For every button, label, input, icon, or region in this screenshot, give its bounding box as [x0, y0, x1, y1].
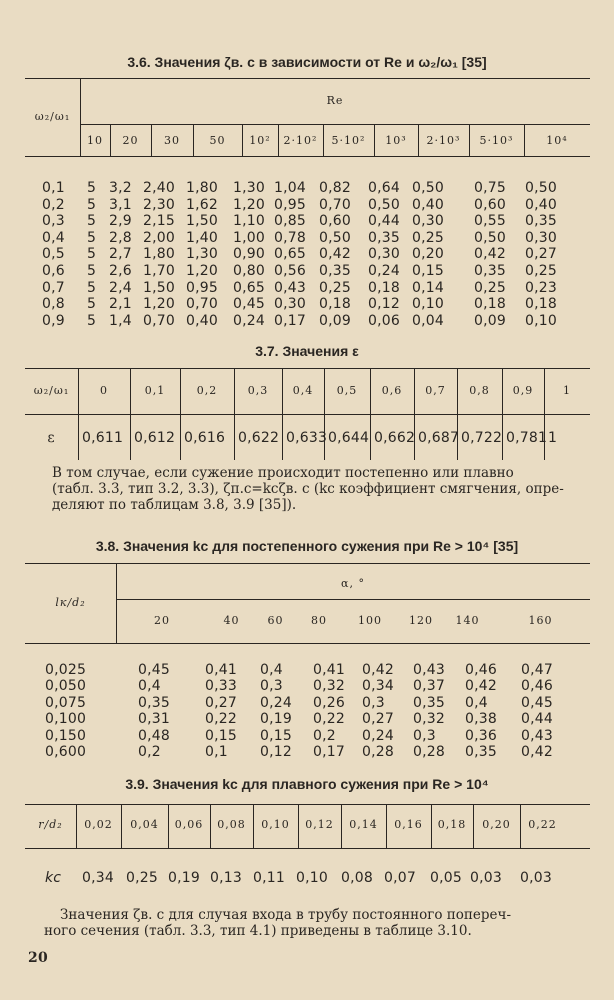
table-3-9-row-header: r/d₂	[38, 818, 63, 831]
table-cell: 0,4	[138, 678, 161, 695]
table-cell: 1,30	[186, 246, 218, 263]
table-cell: 0,41	[205, 662, 237, 678]
column-header: 140	[455, 614, 480, 627]
table-cell: 0,70	[186, 296, 218, 313]
table-cell: 0,616	[184, 430, 226, 446]
table-3-7-row-header: ω₂/ω₁	[33, 384, 70, 397]
table-cell: 1,10	[233, 213, 265, 230]
table-cell: 1,04	[274, 180, 306, 196]
table-cell: 0,1	[205, 744, 228, 760]
table-cell: 0,85	[274, 213, 306, 230]
row-key: 0,9	[42, 312, 65, 329]
table-cell: 0,40	[412, 196, 444, 213]
table-3-8-top-rule	[25, 563, 590, 564]
table-cell: 0,50	[412, 180, 444, 196]
table-3-7-mid-rule	[25, 414, 590, 415]
table-cell: 5	[87, 229, 97, 246]
table-cell: 0,14	[412, 279, 444, 296]
column-header: 0,9	[512, 384, 534, 397]
table-cell: 0,41	[313, 662, 345, 678]
table-cell: 0,31	[138, 711, 170, 728]
column-header: 0,02	[84, 818, 113, 831]
table-cell: 0,18	[474, 296, 506, 313]
row-key: 0,100	[45, 711, 87, 728]
table-3-7-row-label: ε	[47, 430, 56, 446]
column-header: 0,22	[528, 818, 557, 831]
table-cell: 0,4	[465, 694, 488, 711]
column-header: 0,4	[292, 384, 314, 397]
column-header: 0,2	[196, 384, 218, 397]
row-key: 0,025	[45, 662, 87, 678]
table-3-6-title: 3.6. Значения ζв. с в зависимости от Re и ω₂/ω₁ [35]	[127, 54, 487, 70]
table-cell: 0,43	[274, 279, 306, 296]
row-key: 0,600	[45, 744, 87, 760]
table-cell: 0,611	[82, 430, 124, 446]
table-cell: 0,56	[274, 263, 306, 279]
column-divider	[323, 124, 324, 156]
column-header: 0,08	[217, 818, 246, 831]
table-cell: 0,35	[474, 263, 506, 279]
table-cell: 0,08	[341, 870, 373, 886]
table-cell: 0,44	[521, 711, 553, 728]
row-key: 0,075	[45, 694, 87, 711]
column-header: 1	[563, 384, 571, 397]
column-header: 0,8	[469, 384, 490, 397]
table-cell: 0,24	[368, 263, 400, 279]
column-header: 80	[311, 614, 327, 627]
table-cell: 0,28	[362, 744, 394, 760]
table-cell: 2,15	[143, 213, 175, 230]
table-cell: 0,42	[474, 246, 506, 263]
row-key: 0,6	[42, 263, 65, 279]
table-3-8-title: 3.8. Значения kс для постепенного сужения при Re > 10⁴ [35]	[95, 538, 519, 554]
table-cell: 0,48	[138, 727, 170, 744]
table-cell: 0,722	[461, 430, 503, 446]
table-cell: 0,18	[525, 296, 557, 313]
table-cell: 0,32	[313, 678, 345, 695]
column-header: 30	[164, 134, 180, 147]
table-cell: 0,12	[368, 296, 400, 313]
table-cell: 0,24	[362, 727, 394, 744]
table-cell: 0,20	[412, 246, 444, 263]
table-cell: 5	[87, 312, 97, 329]
table-cell: 0,50	[319, 229, 351, 246]
column-header: 0,14	[349, 818, 378, 831]
paragraph-2-line-2: ного сечения (табл. 3.3, тип 4.1) приведены в таблице 3.10.	[44, 923, 472, 939]
table-3-8-stub-divider	[116, 563, 117, 643]
column-divider	[469, 124, 470, 156]
table-cell: 0,15	[412, 263, 444, 279]
column-header: 5·10²	[331, 134, 366, 147]
table-3-9-top-rule	[25, 804, 590, 805]
table-cell: 0,19	[168, 870, 200, 886]
column-header: 5·10³	[479, 134, 514, 147]
table-cell: 0,33	[205, 678, 237, 695]
column-divider	[193, 124, 194, 156]
table-cell: 0,19	[260, 711, 292, 728]
table-cell: 1,70	[143, 263, 175, 279]
table-cell: 5	[87, 196, 97, 213]
table-cell: 2,4	[109, 279, 132, 296]
table-cell: 0,03	[470, 870, 502, 886]
table-3-6-header-rule	[25, 156, 590, 157]
table-cell: 2,30	[143, 196, 175, 213]
table-cell: 0,60	[474, 196, 506, 213]
table-cell: 0,13	[210, 870, 242, 886]
table-cell: 0,42	[465, 678, 497, 695]
column-header: 20	[154, 614, 170, 627]
table-cell: 0,25	[126, 870, 158, 886]
table-cell: 1,20	[186, 263, 218, 279]
row-key: 0,8	[42, 296, 65, 313]
column-header: 0,3	[247, 384, 269, 397]
column-header: 0,16	[394, 818, 423, 831]
table-cell: 0,06	[368, 312, 400, 329]
table-cell: 0,27	[205, 694, 237, 711]
table-cell: 2,1	[109, 296, 132, 313]
table-cell: 2,9	[109, 213, 132, 230]
table-cell: 0,23	[525, 279, 557, 296]
table-cell: 0,46	[465, 662, 497, 678]
table-cell: 0,34	[362, 678, 394, 695]
column-header: 0,20	[482, 818, 511, 831]
table-cell: 0,43	[521, 727, 553, 744]
table-cell: 1,50	[143, 279, 175, 296]
column-header: 10²	[249, 134, 271, 147]
column-header: 10	[87, 134, 103, 147]
table-cell: 0,38	[465, 711, 497, 728]
table-cell: 0,64	[368, 180, 400, 196]
table-cell: 0,10	[412, 296, 444, 313]
table-cell: 0,12	[260, 744, 292, 760]
table-cell: 0,40	[525, 196, 557, 213]
paragraph-1-line-1: В том случае, если сужение происходит постепенно или плавно	[52, 465, 514, 481]
column-header: 0,18	[437, 818, 467, 831]
table-cell: 0,35	[465, 744, 497, 760]
table-cell: 0,07	[384, 870, 416, 886]
column-header: 0,10	[261, 818, 290, 831]
table-cell: 0,15	[260, 727, 292, 744]
table-cell: 0,25	[412, 229, 444, 246]
table-cell: 0,25	[319, 279, 351, 296]
table-cell: 0,46	[521, 678, 553, 695]
table-cell: 0,781	[506, 430, 548, 446]
table-cell: 1,20	[233, 196, 265, 213]
table-3-8-header-rule	[25, 643, 590, 644]
table-cell: 0,90	[233, 246, 265, 263]
table-3-6-top-rule	[25, 78, 590, 79]
table-cell: 2,00	[143, 229, 175, 246]
table-cell: 0,11	[253, 870, 285, 886]
column-header: 50	[209, 134, 226, 147]
table-cell: 0,42	[319, 246, 351, 263]
column-header: 160	[528, 614, 553, 627]
table-cell: 0,35	[319, 263, 351, 279]
column-divider	[278, 124, 279, 156]
table-cell: 1,50	[186, 213, 218, 230]
column-header: 0,5	[336, 384, 358, 397]
column-header: 0,06	[174, 818, 204, 831]
table-cell: 0,17	[313, 744, 345, 760]
row-key: 0,5	[42, 246, 65, 263]
table-cell: 2,6	[109, 263, 132, 279]
table-cell: 0,95	[274, 196, 306, 213]
table-3-9-mid-rule	[25, 848, 590, 849]
table-3-9-title: 3.9. Значения kс для плавного сужения при Re > 10⁴	[125, 776, 489, 792]
table-cell: 0,78	[274, 229, 306, 246]
table-cell: 0,43	[413, 662, 445, 678]
table-cell: 0,03	[520, 870, 552, 886]
column-header: 10⁴	[546, 134, 568, 147]
table-cell: 3,1	[109, 196, 132, 213]
table-cell: 2,40	[143, 180, 175, 196]
row-key: 0,7	[42, 279, 65, 296]
table-cell: 0,42	[521, 744, 553, 760]
table-cell: 5	[87, 246, 97, 263]
table-cell: 5	[87, 296, 97, 313]
column-header: 0,7	[425, 384, 446, 397]
table-cell: 0,687	[418, 430, 460, 446]
table-3-6-group-header: Re	[326, 94, 344, 107]
table-cell: 1,62	[186, 196, 218, 213]
table-cell: 0,65	[233, 279, 265, 296]
table-cell: 1,00	[233, 229, 265, 246]
table-cell: 5	[87, 279, 97, 296]
table-cell: 0,30	[412, 213, 444, 230]
column-divider	[151, 124, 152, 156]
table-cell: 0,27	[525, 246, 557, 263]
row-key: 0,4	[42, 229, 65, 246]
table-3-9-row-label: kс	[45, 870, 62, 886]
table-cell: 0,18	[368, 279, 400, 296]
table-cell: 0,04	[412, 312, 444, 329]
column-divider	[374, 124, 375, 156]
table-cell: 0,45	[233, 296, 265, 313]
table-cell: 0,18	[319, 296, 351, 313]
table-cell: 0,45	[521, 694, 553, 711]
table-cell: 0,633	[286, 430, 328, 446]
table-cell: 0,3	[362, 694, 385, 711]
table-cell: 0,34	[82, 870, 114, 886]
table-cell: 1,20	[143, 296, 175, 313]
column-header: 20	[122, 134, 139, 147]
column-header: 10³	[385, 134, 407, 147]
table-cell: 0,27	[362, 711, 394, 728]
table-cell: 0,26	[313, 694, 345, 711]
column-header: 0,1	[144, 384, 166, 397]
table-cell: 0,32	[413, 711, 445, 728]
column-header: 100	[358, 614, 382, 627]
column-divider	[110, 124, 111, 156]
table-cell: 0,36	[465, 727, 497, 744]
paragraph-2-line-1: Значения ζв. с для случая входа в трубу постоянного попереч-	[60, 907, 512, 923]
column-header: 2·10²	[283, 134, 318, 147]
table-cell: 0,35	[525, 213, 557, 230]
table-cell: 0,17	[274, 312, 306, 329]
table-3-8-group-header: α, °	[341, 577, 365, 590]
table-cell: 1,80	[186, 180, 218, 196]
row-key: 0,1	[42, 180, 65, 196]
table-3-8-group-rule	[116, 599, 590, 600]
table-cell: 0,70	[143, 312, 175, 329]
table-cell: 0,60	[319, 213, 351, 230]
row-key: 0,3	[42, 213, 65, 230]
paragraph-1-line-2: (табл. 3.3, тип 3.2, 3.3), ζп.с=kсζв. с (kс коэффициент смягчения, опре-	[52, 481, 564, 497]
table-3-6-group-rule	[80, 124, 590, 125]
table-cell: 0,30	[274, 296, 306, 313]
table-cell: 2,8	[109, 229, 132, 246]
table-cell: 0,80	[233, 263, 265, 279]
row-key: 0,050	[45, 678, 87, 695]
table-cell: 0,2	[138, 744, 161, 760]
table-3-6-row-header: ω₂/ω₁	[34, 110, 71, 123]
table-cell: 5	[87, 263, 97, 279]
table-cell: 0,95	[186, 279, 218, 296]
table-cell: 5	[87, 180, 97, 196]
table-cell: 0,30	[368, 246, 400, 263]
table-cell: 1,30	[233, 180, 265, 196]
table-cell: 0,2	[313, 727, 336, 744]
table-cell: 0,45	[138, 662, 170, 678]
table-cell: 0,50	[368, 196, 400, 213]
table-cell: 1,80	[143, 246, 175, 263]
table-3-8-row-header: lк/d₂	[55, 596, 86, 609]
table-cell: 3,2	[109, 180, 132, 196]
table-cell: 0,3	[413, 727, 436, 744]
table-3-7-top-rule	[25, 368, 590, 369]
table-cell: 0,24	[260, 694, 292, 711]
table-cell: 0,50	[525, 180, 557, 196]
paragraph-1-line-3: деляют по таблицам 3.8, 3.9 [35]).	[52, 497, 297, 513]
table-cell: 2,7	[109, 246, 132, 263]
table-cell: 0,3	[260, 678, 283, 695]
column-divider	[242, 124, 243, 156]
table-cell: 0,25	[525, 263, 557, 279]
table-cell: 0,44	[368, 213, 400, 230]
column-divider	[418, 124, 419, 156]
table-cell: 0,40	[186, 312, 218, 329]
column-header: 0,04	[130, 818, 159, 831]
page-number: 20	[28, 950, 48, 966]
table-cell: 0,30	[525, 229, 557, 246]
table-cell: 0,35	[413, 694, 445, 711]
column-header: 0	[100, 384, 108, 397]
table-cell: 0,09	[319, 312, 351, 329]
row-key: 0,2	[42, 196, 65, 213]
row-key: 0,150	[45, 727, 87, 744]
column-header: 0,12	[305, 818, 334, 831]
table-cell: 0,70	[319, 196, 351, 213]
table-cell: 0,55	[474, 213, 506, 230]
table-cell: 0,4	[260, 662, 283, 678]
table-cell: 0,644	[328, 430, 370, 446]
table-cell: 1	[548, 430, 558, 446]
paragraph-2	[44, 907, 580, 939]
table-cell: 0,35	[368, 229, 400, 246]
table-cell: 0,75	[474, 180, 506, 196]
table-cell: 0,22	[205, 711, 237, 728]
table-cell: 0,24	[233, 312, 265, 329]
column-header: 120	[409, 614, 433, 627]
column-divider	[524, 124, 525, 156]
table-cell: 0,35	[138, 694, 170, 711]
table-cell: 0,15	[205, 727, 237, 744]
table-cell: 5	[87, 213, 97, 230]
table-cell: 1,4	[109, 312, 132, 329]
table-cell: 0,09	[474, 312, 506, 329]
column-header: 0,6	[381, 384, 403, 397]
table-cell: 0,05	[430, 870, 462, 886]
paragraph-1	[52, 465, 572, 513]
table-cell: 0,42	[362, 662, 394, 678]
table-cell: 0,622	[238, 430, 280, 446]
table-cell: 0,22	[313, 711, 345, 728]
table-cell: 0,37	[413, 678, 445, 695]
table-cell: 0,28	[413, 744, 445, 760]
table-cell: 0,612	[134, 430, 176, 446]
table-cell: 1,40	[186, 229, 218, 246]
column-header: 40	[223, 614, 240, 627]
column-header: 2·10³	[426, 134, 461, 147]
table-cell: 0,662	[374, 430, 416, 446]
table-cell: 0,50	[474, 229, 506, 246]
table-cell: 0,10	[525, 312, 557, 329]
table-cell: 0,25	[474, 279, 506, 296]
table-cell: 0,47	[521, 662, 553, 678]
table-cell: 0,10	[296, 870, 328, 886]
column-header: 60	[267, 614, 284, 627]
table-cell: 0,82	[319, 180, 351, 196]
table-cell: 0,65	[274, 246, 306, 263]
table-3-7-title: 3.7. Значения ε	[255, 343, 359, 359]
